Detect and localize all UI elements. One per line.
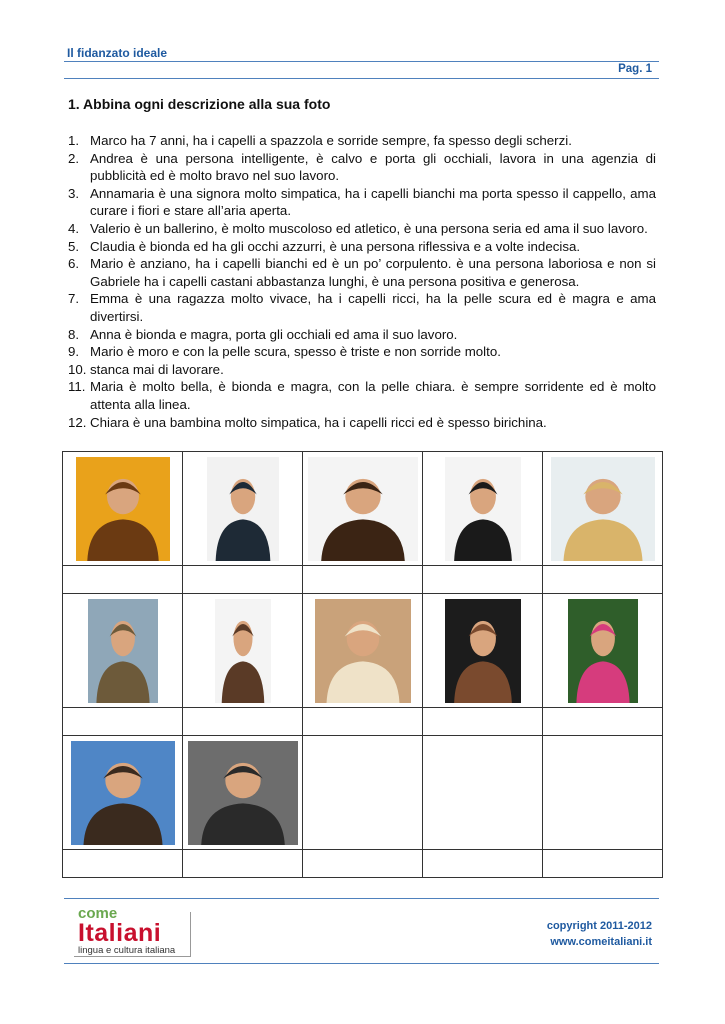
photo-cell <box>183 452 303 566</box>
woman-breakfast-photo <box>315 599 411 703</box>
page-number: Pag. 1 <box>618 63 652 75</box>
photo-cell <box>63 736 183 850</box>
copyright-text: copyright 2011-2012 <box>546 920 652 932</box>
woman-phone-photo <box>76 457 170 561</box>
photo-cell <box>183 594 303 708</box>
answer-cell[interactable] <box>423 708 543 736</box>
footer-rule-bottom <box>64 963 659 964</box>
list-item: 1. Marco ha 7 anni, ha i capelli a spazzola e sorride sempre, fa spesso degli scherzi. <box>68 133 572 148</box>
empty-cell <box>303 736 423 850</box>
list-item: 6. Mario è anziano, ha i capelli bianchi ed è un po’ corpulento. è una persona laboriosa e non si Gabriele ha i capelli castani abbastanza lunghi, è una persona positiva e generosa. <box>68 256 656 289</box>
curly-girl-photo <box>308 457 418 561</box>
logo-tagline: lingua e cultura italiana <box>78 945 176 956</box>
list-item: 4. Valerio è un ballerino, è molto muscoloso ed atletico, è una persona seria ed ama il suo lavoro. <box>68 220 648 236</box>
list-item: 11. Maria è molto bella, è bionda e magra, con la pelle chiara. è sempre sorridente ed è molto attenta alla linea. <box>68 379 656 412</box>
businessman-photo <box>445 457 521 561</box>
list-item: 9. Mario è moro e con la pelle scura, spesso è triste e non sorride molto. <box>68 344 501 360</box>
answer-cell[interactable] <box>423 850 543 878</box>
empty-cell <box>543 736 663 850</box>
list-item: 12. Chiara è una bambina molto simpatica, ha i capelli ricci ed è spesso birichina. <box>68 414 547 430</box>
list-item: 8. Anna è bionda e magra, porta gli occhiali ed ama il suo lavoro. <box>68 326 458 342</box>
answer-cell[interactable] <box>423 566 543 594</box>
photo-cell <box>303 594 423 708</box>
empty-cell <box>423 736 543 850</box>
website-link[interactable]: www.comeitaliani.it <box>550 936 652 948</box>
photo-matching-grid <box>62 451 663 878</box>
list-item: 7. Emma è una ragazza molto vivace, ha i capelli ricci, ha la pelle scura ed è magra e ama divertirsi. <box>68 291 656 324</box>
comeitaliani-logo <box>78 907 175 957</box>
answer-cell[interactable] <box>303 708 423 736</box>
answer-cell[interactable] <box>183 566 303 594</box>
answer-cell[interactable] <box>543 708 663 736</box>
logo-come: come <box>78 905 118 922</box>
header-rule <box>64 61 659 62</box>
exercise-title: 1. Abbina ogni descrizione alla sua foto <box>68 96 331 112</box>
answer-cell[interactable] <box>543 566 663 594</box>
farmer-photo <box>88 599 158 703</box>
answer-cell[interactable] <box>303 566 423 594</box>
description-list <box>68 132 656 431</box>
answer-cell[interactable] <box>183 708 303 736</box>
sad-man-photo <box>445 599 521 703</box>
smiling-boy-photo <box>188 741 298 845</box>
copyright-block <box>547 918 652 950</box>
blonde-woman-photo <box>551 457 655 561</box>
list-item: 10. stanca mai di lavorare. <box>68 361 224 377</box>
bald-man-glasses-photo <box>207 457 279 561</box>
logo-italiani: Italiani <box>78 919 162 947</box>
answer-cell[interactable] <box>63 566 183 594</box>
answer-cell[interactable] <box>183 850 303 878</box>
photo-cell <box>543 594 663 708</box>
header-rule-bottom <box>64 78 659 79</box>
photo-cell <box>423 452 543 566</box>
photo-cell <box>303 452 423 566</box>
list-item: 3. Annamaria è una signora molto simpatica, ha i capelli bianchi ma porta spesso il cappello, ama curare i fiori e stare all’aria aperta. <box>68 185 656 219</box>
answer-cell[interactable] <box>63 850 183 878</box>
list-item: 2. Andrea è una persona intelligente, è calvo e porta gli occhiali, lavora in una agenzia di pubblicità ed è molto bravo nel suo lavoro. <box>68 150 656 184</box>
answer-cell[interactable] <box>303 850 423 878</box>
answer-cell[interactable] <box>63 708 183 736</box>
list-item: 5. Claudia è bionda ed ha gli occhi azzurri, è una persona riflessiva e a volte indecisa. <box>68 238 581 254</box>
photo-cell <box>423 594 543 708</box>
photo-cell <box>543 452 663 566</box>
photo-cell <box>183 736 303 850</box>
breakdancer-photo <box>71 741 175 845</box>
gardener-photo <box>568 599 638 703</box>
dancing-woman-photo <box>215 599 271 703</box>
footer-rule <box>64 898 659 899</box>
document-title: Il fidanzato ideale <box>67 46 168 60</box>
photo-cell <box>63 452 183 566</box>
answer-cell[interactable] <box>543 850 663 878</box>
photo-cell <box>63 594 183 708</box>
